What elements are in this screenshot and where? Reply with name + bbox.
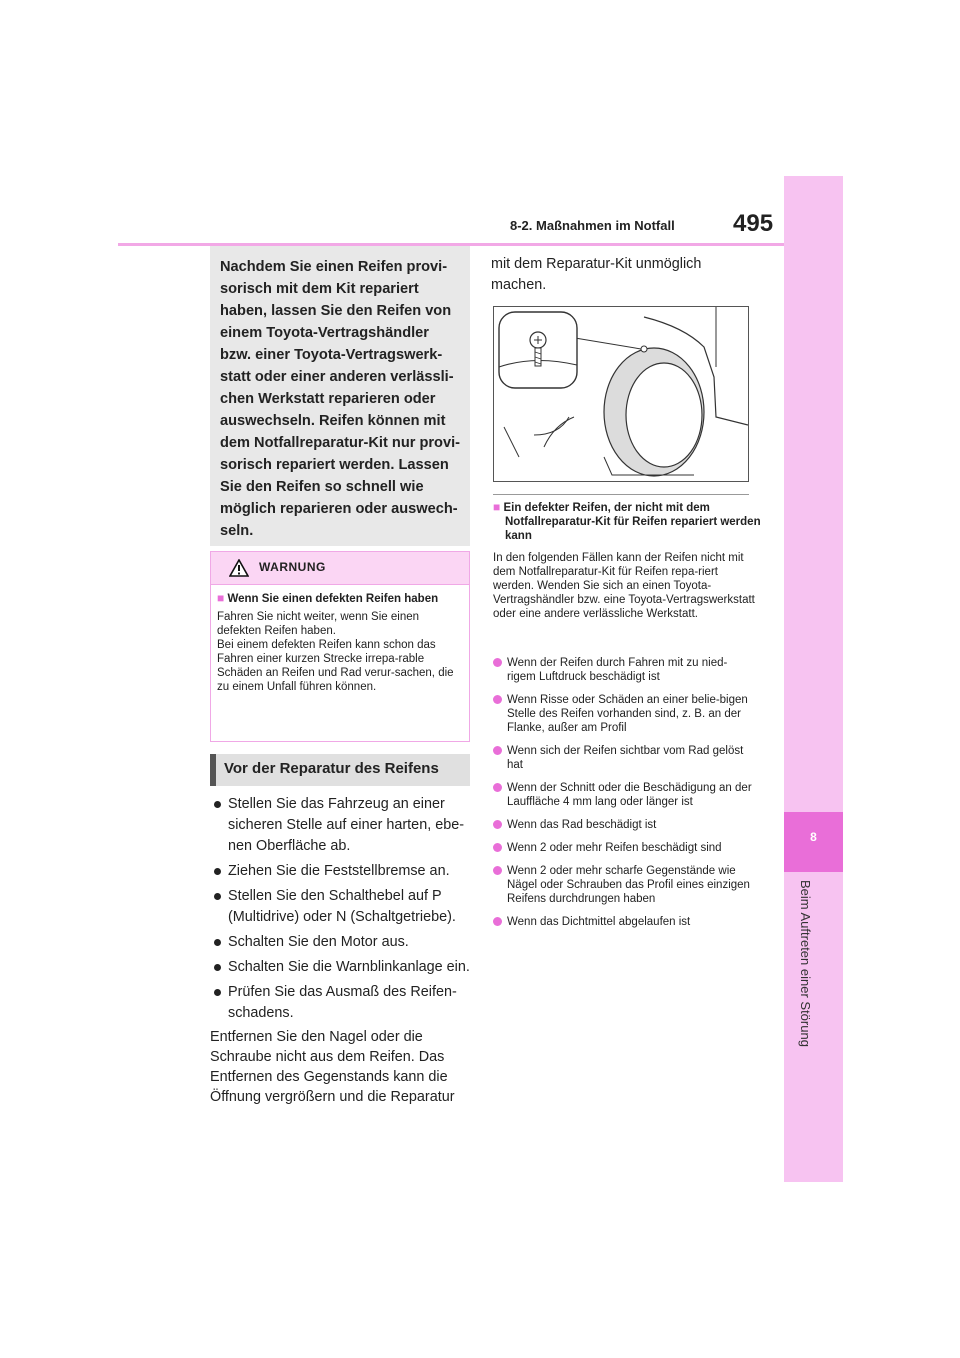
list-item: Wenn 2 oder mehr scharfe Gegenstände wie Nägel oder Schrauben das Profil eines einzigen Reifens durchdrungen haben [493, 864, 755, 906]
tire-with-nail-illustration [494, 307, 748, 481]
warning-text-1: Fahren Sie nicht weiter, wenn Sie einen defekten Reifen haben. [217, 611, 420, 637]
chapter-label: Beim Auftreten einer Störung [798, 880, 813, 1047]
list-item: Schalten Sie den Motor aus. [212, 932, 474, 953]
square-bullet-icon: ■ [493, 500, 501, 514]
list-item: Schalten Sie die Warnblinkanlage ein. [212, 957, 474, 978]
section-header-title: Vor der Reparatur des Reifens [224, 760, 439, 777]
list-item: Stellen Sie das Fahrzeug an einer sicheren Stelle auf einer harten, ebe-nen Oberfläche ab. [212, 794, 474, 857]
list-item: Prüfen Sie das Ausmaß des Reifen-schadens. [212, 982, 474, 1024]
section-title: 8-2. Maßnahmen im Notfall [510, 218, 675, 233]
summary-text: Nachdem Sie einen Reifen provi-sorisch mit dem Kit repariert haben, lassen Sie den Reifen von einem Toyota-Vertragshändler bzw. einer Toyota-Vertragswerk-statt oder einer anderen verlässli-chen Werkstatt reparieren oder auswechseln. Reifen können mit dem Notfallreparatur-Kit nur provi-sorisch repariert werden. Lassen Sie den Reifen so schnell wie möglich reparieren oder auswech-seln. [220, 259, 461, 539]
preparation-steps-list [212, 794, 474, 1028]
warning-title: WARNUNG [259, 560, 326, 574]
list-item: Wenn der Reifen durch Fahren mit zu nied-rigem Luftdruck beschädigt ist [493, 656, 755, 684]
continued-paragraph: mit dem Reparatur-Kit unmöglich machen. [491, 256, 702, 293]
figure-divider [493, 494, 749, 495]
tire-illustration [493, 306, 749, 482]
list-item: Ziehen Sie die Feststellbremse an. [212, 861, 474, 882]
list-item: Wenn Risse oder Schäden an einer belie-bigen Stelle des Reifen vorhanden sind, z. B. an der Flanke, außer am Profil [493, 693, 755, 735]
nail-warning-paragraph: Entfernen Sie den Nagel oder die Schraube nicht aus dem Reifen. Das Entfernen des Gegenstands kann die Öffnung vergrößern und die Reparatur [210, 1029, 455, 1105]
warning-heading [217, 591, 463, 606]
chapter-number: 8 [810, 830, 817, 844]
square-bullet-icon: ■ [217, 591, 225, 605]
summary-box [210, 246, 470, 546]
irreparable-tire-intro: In den folgenden Fällen kann der Reifen nicht mit dem Notfallreparatur-Kit für Reifen repa-riert werden. Wenden Sie sich an einen Toyota-Vertragshändler bzw. eine Toyota-Vertragswerkstatt oder eine andere verlässliche Werkstatt. [493, 552, 755, 620]
warning-box [210, 551, 470, 742]
warning-body [211, 585, 469, 694]
warning-text-2: Bei einem defekten Reifen kann schon das Fahren einer kurzen Strecke irrepa-rable Schäden an Reifen und Rad verur-sachen, die zu einem Unfall führen können. [217, 639, 454, 693]
irreparable-cases-list [493, 656, 755, 938]
section-header-bar [210, 754, 470, 786]
list-item: Wenn das Rad beschädigt ist [493, 818, 755, 832]
page-number: 495 [733, 210, 774, 237]
warning-header [211, 552, 469, 585]
list-item: Wenn das Dichtmittel abgelaufen ist [493, 915, 755, 929]
list-item: Wenn 2 oder mehr Reifen beschädigt sind [493, 841, 755, 855]
warning-triangle-icon [229, 559, 249, 577]
irreparable-tire-heading [493, 500, 765, 543]
irreparable-tire-heading-text: Ein defekter Reifen, der nicht mit dem Notfallreparatur-Kit für Reifen repariert werden kann [503, 502, 761, 542]
list-item: Wenn sich der Reifen sichtbar vom Rad gelöst hat [493, 744, 755, 772]
list-item: Wenn der Schnitt oder die Beschädigung an der Lauffläche 4 mm lang oder länger ist [493, 781, 755, 809]
list-item: Stellen Sie den Schalthebel auf P (Multidrive) oder N (Schaltgetriebe). [212, 886, 474, 928]
warning-heading-text: Wenn Sie einen defekten Reifen haben [227, 593, 439, 605]
